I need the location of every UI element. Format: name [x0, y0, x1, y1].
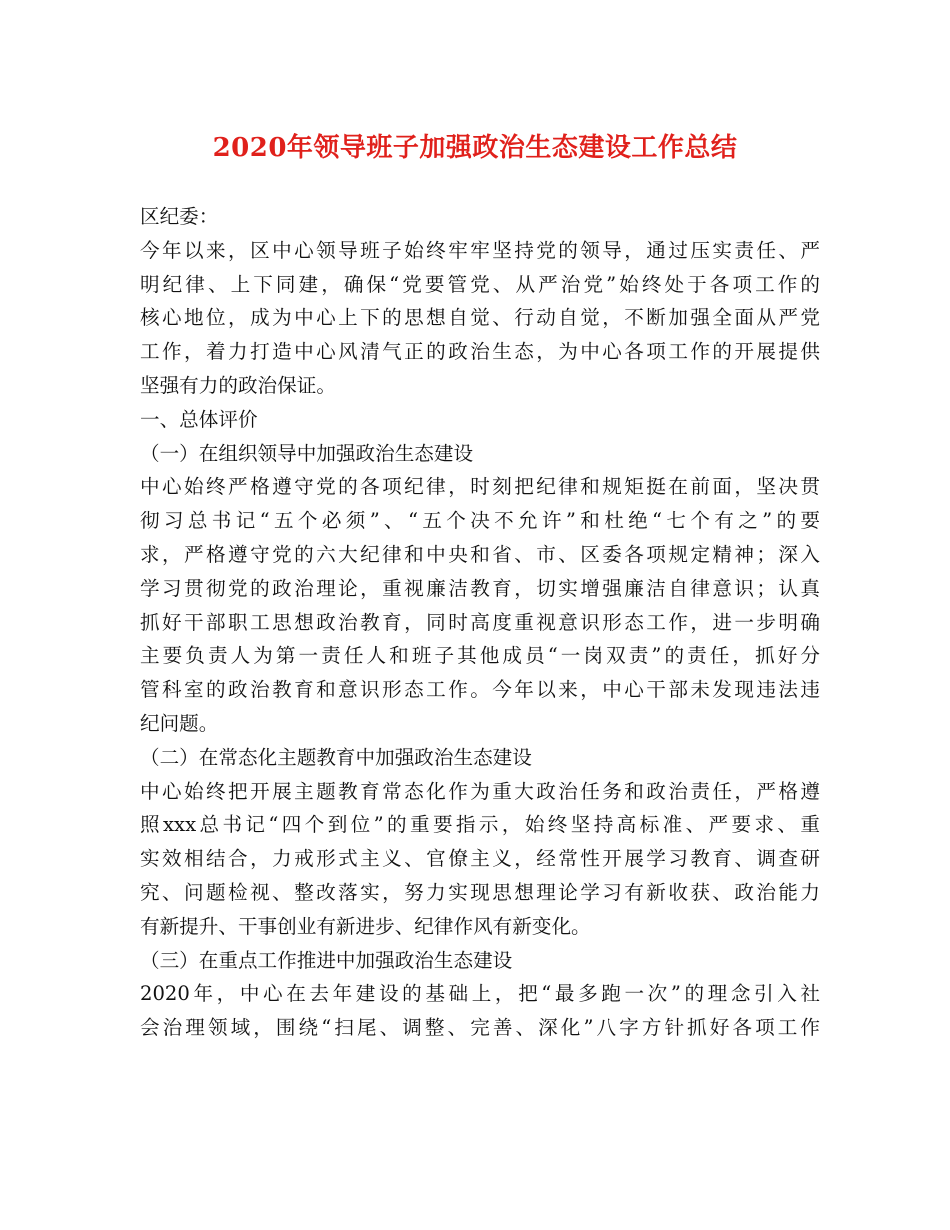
paragraph-line: 究、问题检视、整改落实，努力实现思想理论学习有新收获、政治能力 [140, 880, 820, 904]
document-title: 2020年领导班子加强政治生态建设工作总结 [212, 133, 738, 163]
paragraph-line: 今年以来，区中心领导班子始终牢牢坚持党的领导，通过压实责任、严 [140, 238, 820, 262]
paragraph-line: 会治理领域，围绕“扫尾、调整、完善、深化”八字方针抓好各项工作 [140, 1016, 820, 1040]
paragraph-line: 明纪律、上下同建，确保“党要管党、从严治党”始终处于各项工作的 [140, 272, 820, 296]
paragraph-line: 照xxx总书记“四个到位”的重要指示，始终坚持高标准、严要求、重 [140, 813, 820, 837]
paragraph-line: 求，严格遵守党的六大纪律和中央和省、市、区委各项规定精神；深入 [140, 542, 820, 566]
paragraph-line: 坚强有力的政治保证。 [140, 373, 336, 397]
paragraph-line: 核心地位，成为中心上下的思想自觉、行动自觉，不断加强全面从严党 [140, 306, 820, 330]
section-heading: 一、总体评价 [140, 407, 258, 431]
paragraph-line: 纪问题。 [140, 711, 219, 735]
paragraph-line: 中心始终把开展主题教育常态化作为重大政治任务和政治责任，严格遵 [140, 779, 820, 803]
subsection-heading: （三）在重点工作推进中加强政治生态建设 [140, 948, 513, 972]
paragraph-line: 中心始终严格遵守党的各项纪律，时刻把纪律和规矩挺在前面，坚决贯 [140, 475, 820, 499]
paragraph-line: 有新提升、干事创业有新进步、纪律作风有新变化。 [140, 914, 591, 938]
subsection-heading: （一）在组织领导中加强政治生态建设 [140, 441, 474, 465]
paragraph-line: 2020年，中心在去年建设的基础上，把“最多跑一次”的理念引入社 [140, 982, 820, 1006]
paragraph-line: 抓好干部职工思想政治教育，同时高度重视意识形态工作，进一步明确 [140, 610, 820, 634]
salutation: 区纪委： [140, 205, 219, 228]
subsection-heading: （二）在常态化主题教育中加强政治生态建设 [140, 745, 532, 769]
paragraph-line: 实效相结合，力戒形式主义、官僚主义，经常性开展学习教育、调查研 [140, 847, 820, 871]
document-body [140, 200, 820, 1045]
paragraph-line: 工作，着力打造中心风清气正的政治生态，为中心各项工作的开展提供 [140, 340, 820, 364]
paragraph-line: 学习贯彻党的政治理论，重视廉洁教育，切实增强廉洁自律意识；认真 [140, 576, 820, 600]
paragraph-line: 彻习总书记“五个必须”、“五个决不允许”和杜绝“七个有之”的要 [140, 509, 820, 533]
paragraph-line: 主要负责人为第一责任人和班子其他成员“一岗双责”的责任，抓好分 [140, 644, 820, 668]
paragraph-line: 管科室的政治教育和意识形态工作。今年以来，中心干部未发现违法违 [140, 678, 820, 702]
